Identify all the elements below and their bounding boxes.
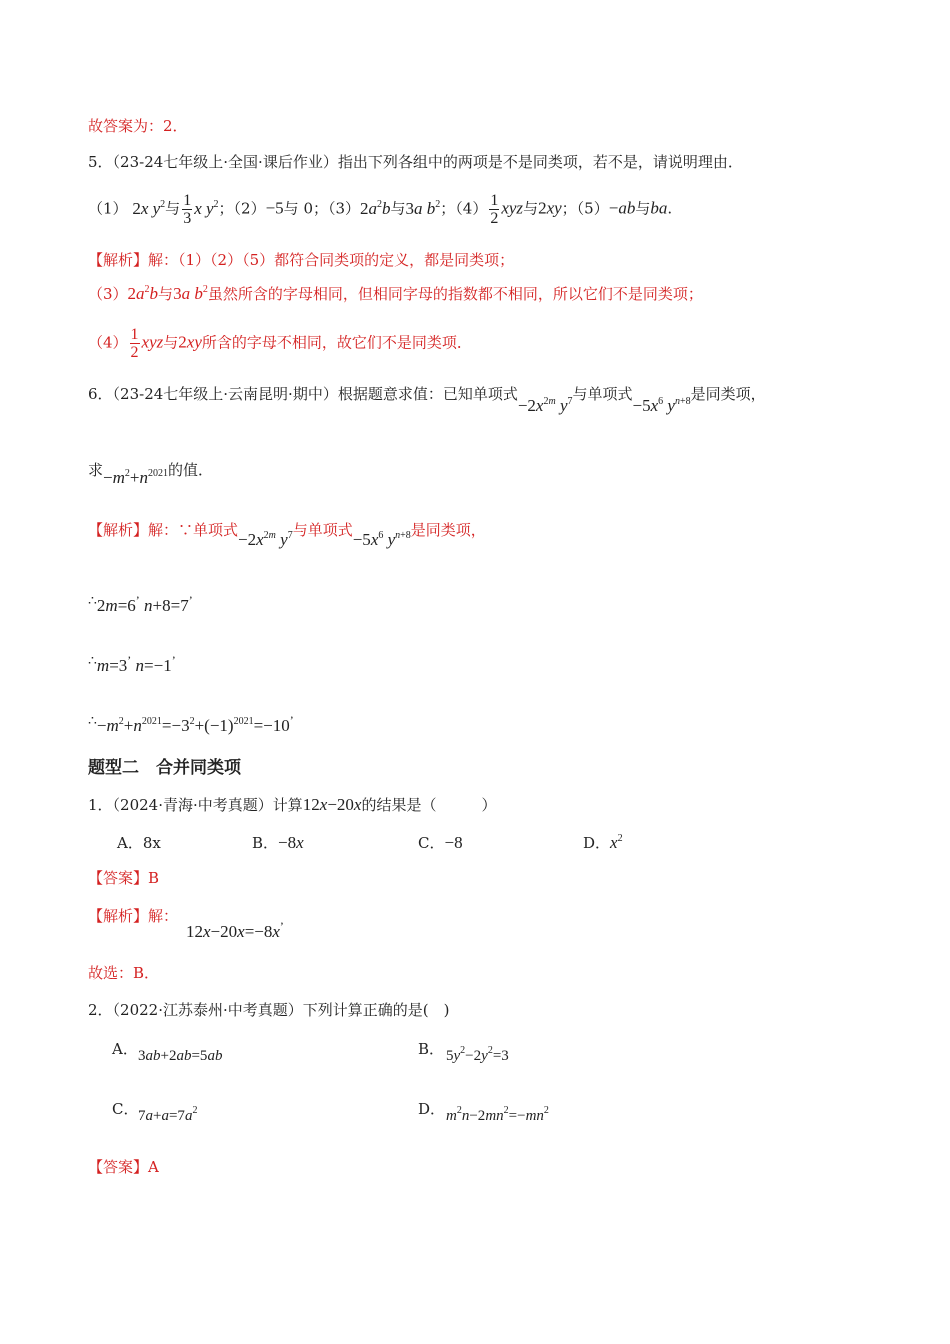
t2-option-a: 3ab+2ab=5ab (138, 1048, 223, 1064)
q6-stem: 6．（23-24七年级上·云南昆明·期中）根据题意求值：已知单项式$-2x^{2m}$ $y^7$与单项式$-5x^6$ $y^{n+8}$是同类项， (88, 385, 766, 415)
q5-analysis-2: $(3)2a^2b$与3a $b^2$虽然所含的字母相同，但相同字母的指数都不相同，所以它们不是同类项； (88, 284, 703, 303)
q6-ask: 求$-m^2+n^{2021}$的值． (88, 461, 213, 487)
t2-stem: 2．（2022·江苏泰州·中考真题）下列计算正确的是( ) (88, 1001, 450, 1019)
previous-answer: 故答案为：2． (88, 117, 188, 135)
t1-option-c: C．−8 (418, 833, 463, 852)
t2-option-d: $m^2n-2mn^2=-mn^2$ (446, 1105, 549, 1124)
t2-option-c: $7a+a=7a^2$ (138, 1105, 198, 1124)
t1-analysis-formula: 12x−20x=−8x’ (186, 919, 284, 941)
t2-option-a-label: A． (112, 1040, 138, 1058)
t2-option-b: $5y^2-2y^2=3$ (446, 1045, 509, 1064)
t2-answer: 【答案】A (88, 1158, 159, 1176)
t2-option-b-label: B． (418, 1040, 445, 1058)
t2-option-d-label: D． (418, 1100, 446, 1118)
q5-analysis-1: 【解析】解：（1）（2）（5）都符合同类项的定义，都是同类项； (88, 251, 515, 269)
t1-analysis: 【解析】解： (88, 907, 179, 925)
q6-step-2: ∴m=3’ n=−1’ (88, 653, 176, 675)
t1-option-a: A．8x (117, 834, 161, 852)
section-title: 题型二 合并同类项 (88, 758, 241, 778)
q6-step-1: ∴2m=6’ n+8=7’ (88, 593, 193, 615)
q6-analysis: 【解析】解：∵单项式$-2x^{2m}$ $y^7$与单项式$-5x^6$ $y^{n+8}$是同类项， (88, 521, 486, 549)
q5-stem: 5．（23-24七年级上·全国·课后作业）指出下列各组中的两项是不是同类项，若不是，请说明理由． (88, 153, 743, 171)
q5-analysis-3: （4） $\frac{1}{2}$ xyz与2xy所含的字母不相同，故它们不是同类项． (88, 326, 472, 361)
t1-option-d: D．$x^2$ (583, 833, 623, 852)
t1-stem: 1．（2024·青海·中考真题）计算12x−20x的结果是（ ） (88, 795, 497, 814)
t2-option-c-label: C． (112, 1100, 139, 1118)
t1-option-b: B．−8x (252, 833, 304, 852)
t1-answer: 【答案】B (88, 869, 160, 887)
t1-conclusion: 故选：B． (88, 964, 160, 982)
q6-step-3: $\therefore-m^2+n^{2021}=-3^2+(-1)^{2021}=-10^’$ (88, 713, 294, 735)
q5-items: （1） 2x $y^2$与 $\frac{1}{3}$ x $y^2$；（2）−5与 0；$(3)2a^2b$与3a $b^2$；（4） $\frac{1}{2}$ xyz与2xy；（5）−ab与ba. (88, 192, 673, 227)
